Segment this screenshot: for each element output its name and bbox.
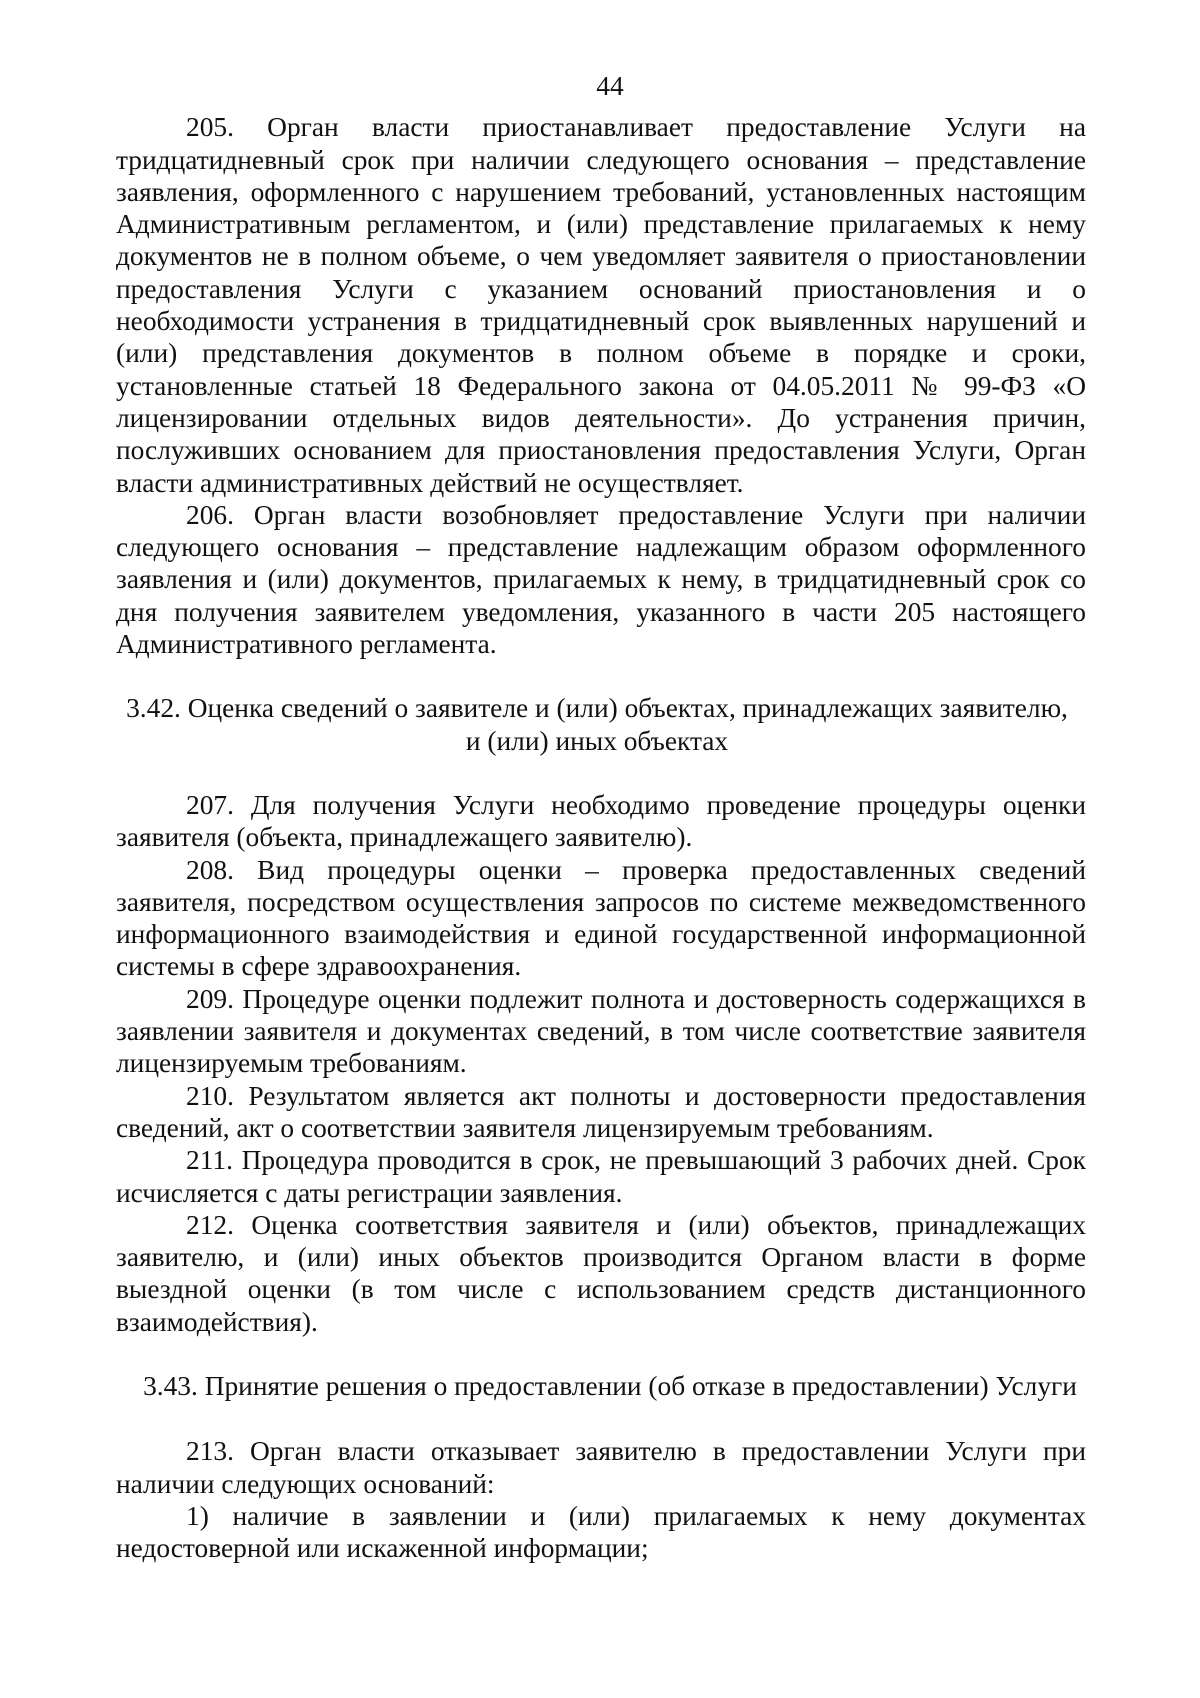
document-page xyxy=(116,70,1086,1564)
section-heading-3-42: 3.42. Оценка сведений о заявителе и (или) объектах, принадлежащих заявителю, и (или) иных объектах xyxy=(126,693,1068,756)
paragraph-207: 207. Для получения Услуги необходимо проведение процедуры оценки заявителя (объекта, принадлежащего заявителю). xyxy=(116,789,1086,853)
paragraph-205: 205. Орган власти приостанавливает предоставление Услуги на тридцатидневный срок при наличии следующего основания – представление заявления, оформленного с нарушением требований, установленных настоящим Административным регламентом, и (или) представление прилагаемых к нему документов не в полном объеме, о чем уведомляет заявителя о приостановлении предоставления Услуги с указанием оснований приостановления и о необходимости устранения в тридцатидневный срок выявленных нарушений и (или) представления документов в полном объеме в порядке и сроки, установленные статьей 18 Федерального закона от 04.05.2011 № 99-ФЗ «О лицензировании отдельных видов деятельности». До устранения причин, послуживших основанием для приостановления предоставления Услуги, Орган власти административных действий не осуществляет. xyxy=(116,112,1086,498)
paragraph-212: 212. Оценка соответствия заявителя и (или) объектов, принадлежащих заявителю, и (или) иных объектов производится Органом власти в форме выездной оценки (в том числе с использованием средств дистанционного взаимодействия). xyxy=(116,1209,1086,1337)
paragraph-208: 208. Вид процедуры оценки – проверка предоставленных сведений заявителя, посредством осуществления запросов по системе межведомственного информационного взаимодействия и единой государственной информационной системы в сфере здравоохранения. xyxy=(116,854,1086,982)
paragraph-213-item-1: 1) наличие в заявлении и (или) прилагаемых к нему документах недостоверной или искаженной информации; xyxy=(116,1500,1086,1564)
paragraph-206: 206. Орган власти возобновляет предоставление Услуги при наличии следующего основания – представление надлежащим образом оформленного заявления и (или) документов, прилагаемых к нему, в тридцатидневный срок со дня получения заявителем уведомления, указанного в части 205 настоящего Административного регламента. xyxy=(116,499,1086,660)
paragraph-211: 211. Процедура проводится в срок, не превышающий 3 рабочих дней. Срок исчисляется с даты регистрации заявления. xyxy=(116,1145,1086,1208)
section-heading-3-43: 3.43. Принятие решения о предоставлении (об отказе в предоставлении) Услуги xyxy=(143,1370,1077,1401)
page-number: 44 xyxy=(596,71,624,101)
paragraph-209: 209. Процедуре оценки подлежит полнота и достоверность содержащихся в заявлении заявителя и документах сведений, в том числе соответствие заявителя лицензируемым требованиям. xyxy=(116,983,1086,1079)
paragraph-210: 210. Результатом является акт полноты и достоверности предоставления сведений, акт о соответствии заявителя лицензируемым требованиям. xyxy=(116,1080,1086,1143)
paragraph-213: 213. Орган власти отказывает заявителю в предоставлении Услуги при наличии следующих оснований: xyxy=(116,1436,1086,1499)
